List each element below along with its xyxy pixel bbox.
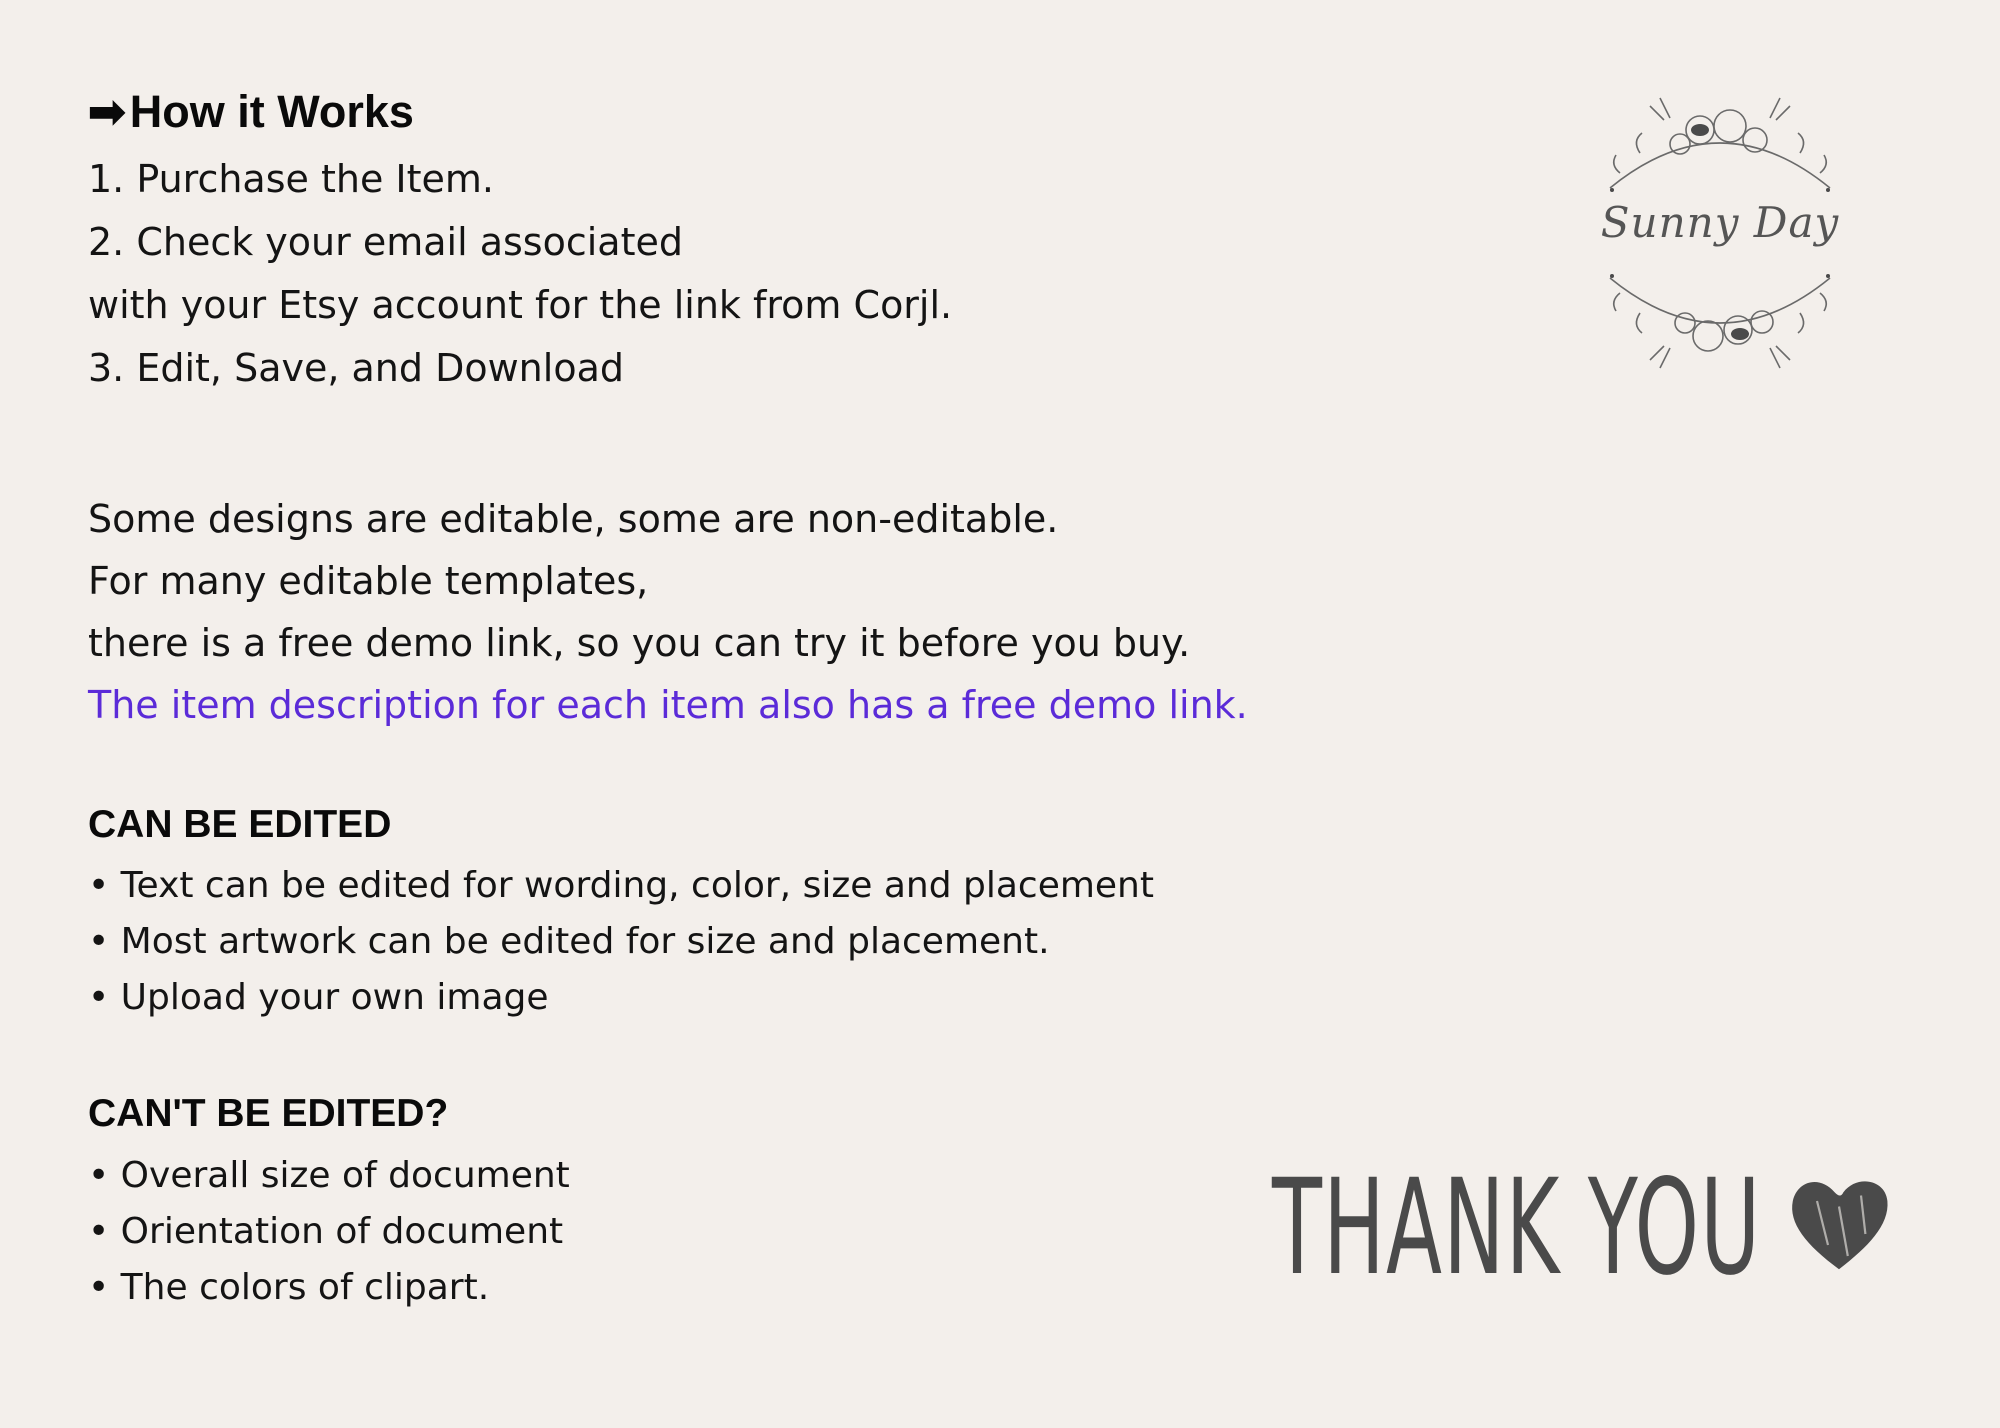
intro-line: Some designs are editable, some are non-editable. (88, 497, 1059, 541)
step-line: 1. Purchase the Item. (88, 157, 494, 201)
cant-be-edited-heading: CAN'T BE EDITED? (88, 1092, 449, 1135)
intro-line: For many editable templates, (88, 559, 649, 603)
how-it-works-heading (88, 82, 414, 142)
step-line: 2. Check your email associated (88, 220, 683, 264)
step-line: 3. Edit, Save, and Download (88, 346, 624, 390)
cant-be-edited-list (88, 1148, 570, 1316)
thank-you-graphic (1272, 1138, 1912, 1318)
arrow-right-icon: ➡ (88, 86, 126, 137)
list-item: • Upload your own image (88, 977, 549, 1018)
can-be-edited-list (88, 858, 1154, 1026)
intro-line: there is a free demo link, so you can try it before you buy. (88, 621, 1191, 665)
list-item: • The colors of clipart. (88, 1267, 490, 1308)
list-item: • Orientation of document (88, 1211, 564, 1252)
sunny-day-logo (1590, 78, 1850, 388)
list-item: • Most artwork can be edited for size and placement. (88, 921, 1050, 962)
list-item: • Overall size of document (88, 1155, 570, 1196)
intro-paragraph (88, 488, 1248, 736)
demo-link-note: The item description for each item also has a free demo link. (88, 683, 1248, 727)
logo-text: Sunny Day (1600, 198, 1840, 247)
step-line: with your Etsy account for the link from Corjl. (88, 283, 953, 327)
heart-icon (1784, 1168, 1894, 1278)
steps-list (88, 148, 952, 400)
list-item: • Text can be edited for wording, color, size and placement (88, 865, 1154, 906)
thank-you-text: THANK YOU (1272, 1151, 1762, 1305)
how-it-works-title: How it Works (129, 86, 414, 137)
can-be-edited-heading: CAN BE EDITED (88, 803, 392, 846)
